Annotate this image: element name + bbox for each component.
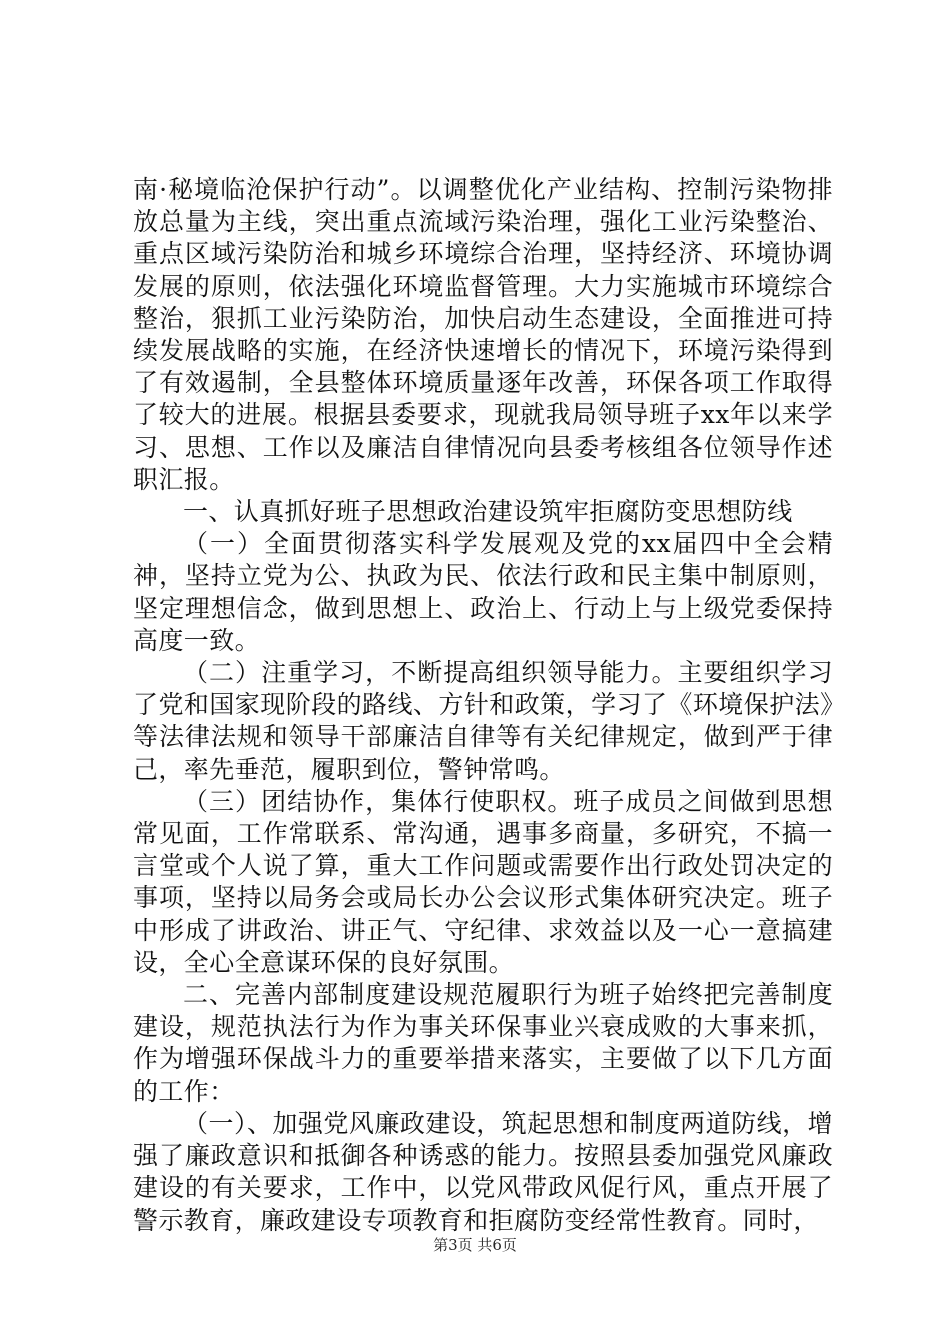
page-number-footer: 第3页 共6页 — [433, 1236, 517, 1254]
section-heading-2: 二、完善内部制度建设规范履职行为班子始终把完善制度建设，规范执法行为作为事关环保事业兴衰成败的大事来抓，作为增强环保战斗力的重要举措来落实，主要做了以下几方面的工作： — [133, 980, 833, 1106]
paragraph-2-1: （一）、加强党风廉政建设，筑起思想和制度两道防线，增强了廉政意识和抵御各种诱惑的能力。按照县委加强党风廉政建设的有关要求，工作中，以党风带政风促行风，重点开展了警示教育，廉政建设专项教育和拒腐防变经常性教育。同时， — [133, 1108, 833, 1235]
section-heading-1: 一、认真抓好班子思想政治建设筑牢拒腐防变思想防线 — [183, 497, 793, 527]
paragraph-1-1: （一）全面贯彻落实科学发展观及党的xx届四中全会精神，坚持立党为公、执政为民、依法行政和民主集中制原则，坚定理想信念，做到思想上、政治上、行动上与上级党委保持高度一致。 — [133, 529, 833, 655]
paragraph-1-3: （三）团结协作，集体行使职权。班子成员之间做到思想常见面，工作常联系、常沟通，遇事多商量，多研究，不搞一言堂或个人说了算，重大工作问题或需要作出行政处罚决定的事项，坚持以局务会或局长办公会议形式集体研究决定。班子中形成了讲政治、讲正气、守纪律、求效益以及一心一意搞建设，全心全意谋环保的良好氛围。 — [133, 786, 833, 977]
document-body — [133, 174, 833, 1237]
paragraph-1-2: （二）注重学习，不断提高组织领导能力。主要组织学习了党和国家现阶段的路线、方针和政策，学习了《环境保护法》等法律法规和领导干部廉洁自律等有关纪律规定，做到严于律己，率先垂范，履职到位，警钟常鸣。 — [133, 658, 833, 784]
paragraph-intro: 南·秘境临沧保护行动”。以调整优化产业结构、控制污染物排放总量为主线，突出重点流域污染治理，强化工业污染整治、重点区域污染防治和城乡环境综合治理，坚持经济、环境协调发展的原则，依法强化环境监督管理。大力实施城市环境综合整治，狠抓工业污染防治，加快启动生态建设，全面推进可持续发展战略的实施，在经济快速增长的情况下，环境污染得到了有效遏制，全县整体环境质量逐年改善，环保各项工作取得了较大的进展。根据县委要求，现就我局领导班子xx年以来学习、思想、工作以及廉洁自律情况向县委考核组各位领导作述职汇报。 — [133, 175, 833, 494]
